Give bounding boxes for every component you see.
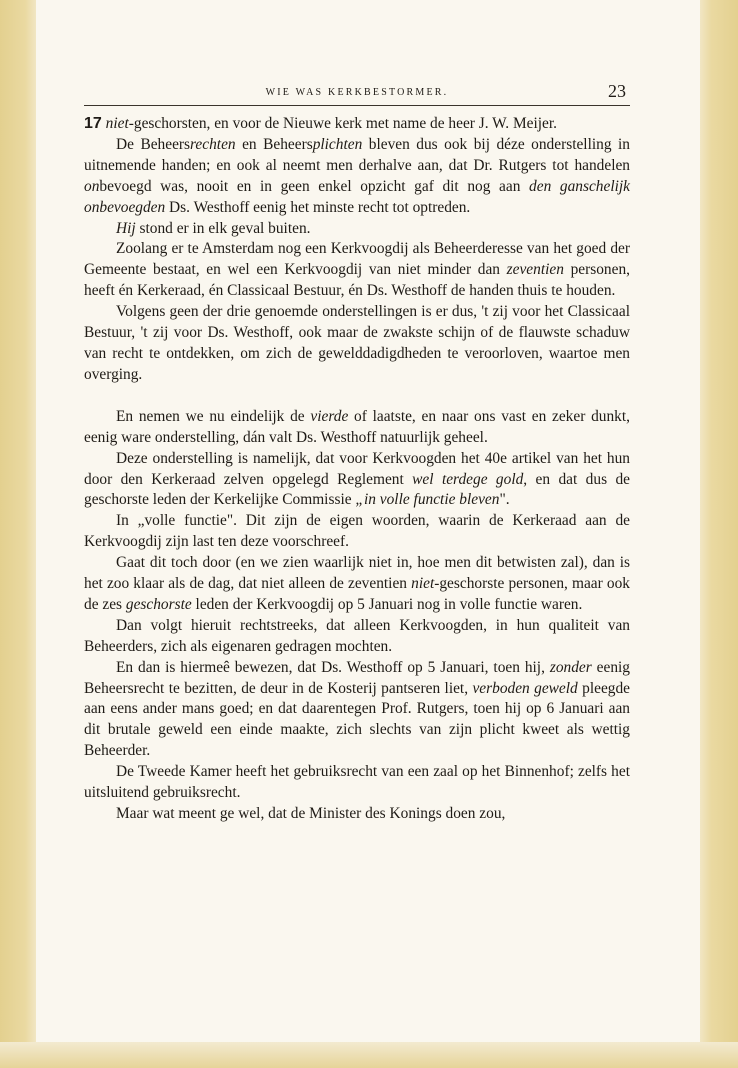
paragraph-6: En nemen we nu eindelijk de vierde of laatste, en naar ons vast en zeker dunkt, eenig ware onderstelling, dán valt Ds. Westhoff natuurlijk geheel. [84,407,630,446]
paragraph-4: Zoolang er te Amsterdam nog een Kerkvoogdij als Beheerderesse van het goed der Gemeente bestaat, en wel een Kerkvoogdij van niet minder dan zeventien personen, heeft én Kerkeraad, én Classicaal Bestuur, én Ds. Westhoff de handen thuis te houden. [84,240,630,300]
paragraph-9: Gaat dit toch door (en we zien waarlijk niet in, hoe men dit betwisten zal), dan is het zoo klaar als de dag, dat niet alleen de zeventien niet-geschorste personen, maar ook de zes geschorste leden der Kerkvoogdij op 5 Januari nog in volle functie waren. [84,554,630,613]
paragraph-2: De Beheersrechten en Beheersplichten bleven dus ook bij déze onderstelling in uitnemende handen; en ook al neemt men derhalve aan, dat Dr. Rutgers tot handelen onbevoegd was, nooit en in geen enkel opzicht gaf dit nog aan den ganschelijk onbevoegden Ds. Westhoff eenig het minste recht tot optreden. [84,135,630,216]
paragraph-11: En dan is hiermeê bewezen, dat Ds. Westhoff op 5 Januari, toen hij, zonder eenig Beheersrecht te bezitten, de deur in de Kosterij pantseren liet, verboden geweld pleegde aan eens ander mans goed; en dat daarentegen Prof. Rutgers, toen hij op 6 Januari aan dit brutale geweld een einde maakte, zich slechts van zijn plicht kweet als wettig Beheerder. [84,658,630,760]
running-title: WIE WAS KERKBESTORMER. [265,87,449,98]
paragraph-12: De Tweede Kamer heeft het gebruiksrecht van een zaal op het Binnenhof; zelfs het uitsluitend gebruiksrecht. [84,763,630,802]
page-number: 23 [608,81,626,101]
paragraph-1: 17 niet-geschorsten, en voor de Nieuwe kerk met name de heer J. W. Meijer. [84,115,557,132]
page-edge-bottom [0,1042,738,1068]
paragraph-13: Maar wat meent ge wel, dat de Minister des Konings doen zou, [116,805,506,822]
body-text [84,114,630,825]
signature-mark: 17 [84,115,102,132]
paragraph-7: Deze onderstelling is namelijk, dat voor Kerkvoogden het 40e artikel van het hun door den Kerkeraad zelven opgelegd Reglement wel terdege gold, en dat dus de geschorste leden der Kerkelijke Commissie „in volle functie bleven". [84,449,630,509]
paragraph-5: Volgens geen der drie genoemde onderstellingen is er dus, 't zij voor het Classicaal Bestuur, 't zij voor Ds. Westhoff, ook maar de zwakste schijn of de flauwste schaduw van recht te ontdekken, om zich de gewelddadigdheden te veroorloven, waartoe men overging. [84,303,630,383]
header-rule [84,105,630,106]
paragraph-8: In „volle functie". Dit zijn de eigen woorden, waarin de Kerkeraad aan de Kerkvoogdij zijn last ten deze voorschreef. [84,512,630,551]
paragraph-3: Hij stond er in elk geval buiten. [116,219,311,237]
page-header [84,81,630,105]
page-edge-right [700,0,738,1068]
page-edge-left [0,0,36,1068]
paragraph-10: Dan volgt hieruit rechtstreeks, dat alleen Kerkvoogden, in hun qualiteit van Beheerders, zich als eigenaren gedragen mochten. [84,616,630,655]
